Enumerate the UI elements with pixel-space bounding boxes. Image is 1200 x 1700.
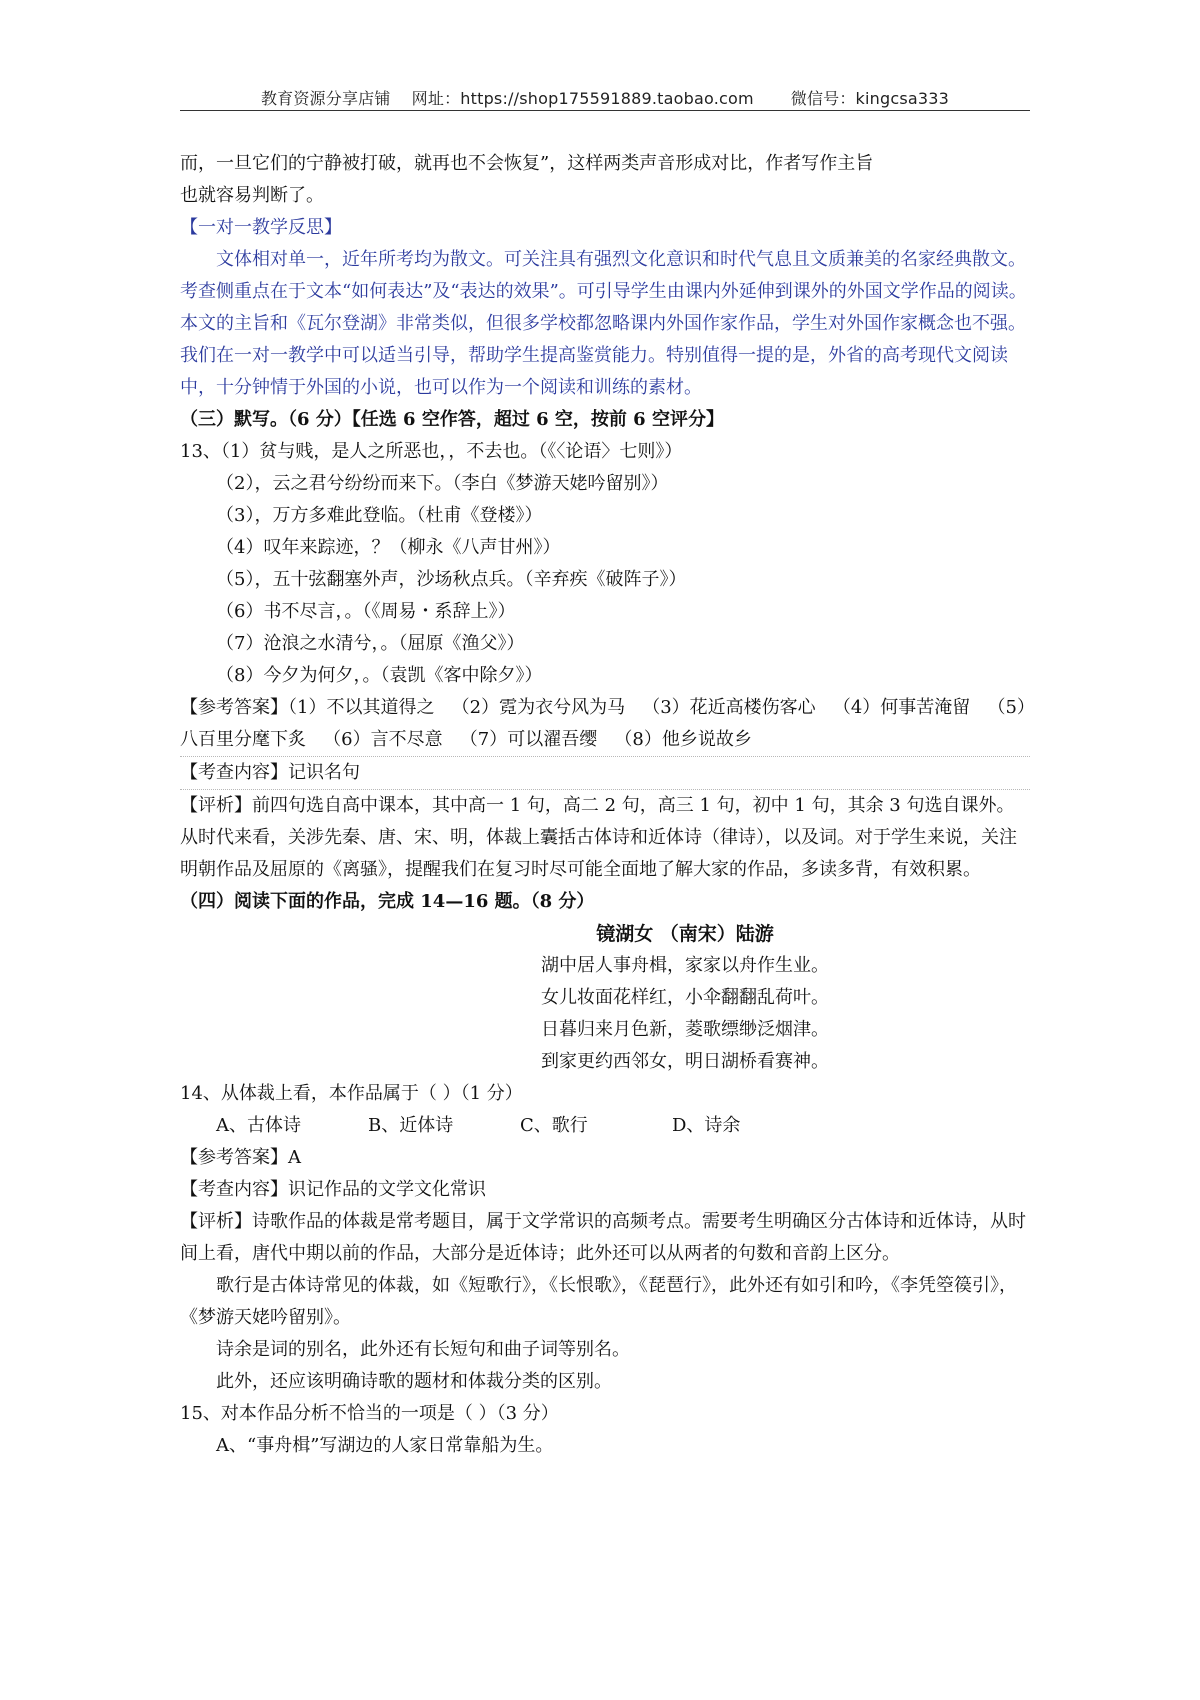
q13-item-7: （7）沧浪之水清兮，。（屈原《渔父》） [216,633,525,654]
q14-content [180,1174,1030,1206]
poem-line-2: 女儿妆面花样红，小伞翻翻乱荷叶。 [541,987,829,1008]
intro-line-1: 而，一旦它们的宁静被打破，就再也不会恢复”，这样两类声音形成对比，作者写作主旨 [180,153,874,174]
q13-item-3: （3），万方多难此登临。（杜甫《登楼》） [216,505,543,526]
q13-item-5: （5），五十弦翻塞外声，沙场秋点兵。（辛弃疾《破阵子》） [216,569,687,590]
reflection-heading: 【一对一教学反思】 [180,217,342,238]
q13-answer [180,692,1030,757]
q14-content-label: 【考查内容】 [180,1179,288,1200]
q14-options [180,1110,1030,1142]
q14-option-b: B、近体诗 [368,1115,454,1136]
q15-question: 15、对本作品分析不恰当的一项是（ ）（3 分） [180,1403,559,1424]
q14-answer [180,1142,1030,1174]
q14-option-a: A、古体诗 [216,1115,301,1136]
q14-option-d: D、诗余 [672,1115,741,1136]
q15-option-a: A、“事舟楫”写湖边的人家日常靠船为生。 [216,1435,554,1456]
document-page [180,0,1030,1700]
q13-item-4: （4）叹年来踪迹，？（柳永《八声甘州》） [216,537,561,558]
q14-content-text: 识记作品的文学文化常识 [288,1179,486,1200]
page-header: 教育资源分享店铺 网址：https://shop175591889.taobao.com 微信号：kingcsa333 [260,89,950,108]
q14-question: 14、从体裁上看，本作品属于（ ）（1 分） [180,1083,523,1104]
section3-heading: （三）默写。（6 分）【任选 6 空作答，超过 6 空，按前 6 空评分】 [180,409,724,430]
intro-line-2: 也就容易判断了。 [180,185,324,206]
q13-content [180,757,1030,790]
q14-answer-text: A [288,1147,301,1168]
poem-title: 镜湖女 （南宋）陆游 [596,923,774,945]
q13-item-1: 13、（1）贫与贱，是人之所恶也，，不去也。（《〈论语〉七则》） [180,441,683,462]
q14-analysis [180,1206,1030,1270]
q13-analysis-label: 【评析】 [180,795,252,816]
q13-content-text: 记识名句 [288,762,360,783]
q14-para-3: 诗余是词的别名，此外还有长短句和曲子词等别名。 [216,1339,630,1360]
poem-line-3: 日暮归来月色新，菱歌缥缈泛烟津。 [541,1019,829,1040]
q14-analysis-text: 诗歌作品的体裁是常考题目，属于文学常识的高频考点。需要考生明确区分古体诗和近体诗，从时间上看，唐代中期以前的作品，大部分是近体诗；此外还可以从两者的句数和音韵上区分。 [180,1211,1026,1264]
q13-item-2: （2），云之君兮纷纷而来下。（李白《梦游天姥吟留别》） [216,473,669,494]
q13-answer-text: （1）不以其道得之 （2）霓为衣兮风为马 （3）花近高楼伤客心 （4）何事苦淹留 （5）八百里分麾下炙 （6）言不尽意 （7）可以濯吾缨 （8）他乡说故乡 [180,697,1026,750]
q14-analysis-label: 【评析】 [180,1211,252,1232]
poem-line-1: 湖中居人事舟楫，家家以舟作生业。 [541,955,829,976]
header-divider [180,110,1030,111]
q13-analysis-text: 前四句选自高中课本，其中高一 1 句，高二 2 句，高三 1 句，初中 1 句，其余 3 句选自课外。从时代来看，关涉先秦、唐、宋、明，体裁上囊括古体诗和近体诗（律诗），以及词。对于学生来说，关注明朝作品及屈原的《离骚》，提醒我们在复习时尽可能全面地了解大家的作品，多读多背，有效积累。 [180,795,1017,880]
reflection-body: 文体相对单一，近年所考均为散文。可关注具有强烈文化意识和时代气息且文质兼美的名家经典散文。考查侧重点在于文本“如何表达”及“表达的效果”。可引导学生由课内外延伸到课外的外国文学作品的阅读。本文的主旨和《瓦尔登湖》非常类似，但很多学校都忽略课内外国作家作品，学生对外国作家概念也不强。我们在一对一教学中可以适当引导，帮助学生提高鉴赏能力。特别值得一提的是，外省的高考现代文阅读中，十分钟情于外国的小说，也可以作为一个阅读和训练的素材。 [180,249,1027,398]
document-body [180,148,1030,1462]
q14-para-2: 歌行是古体诗常见的体裁，如《短歌行》，《长恨歌》，《琵琶行》，此外还有如引和吟，《李凭箜篌引》，《梦游天姥吟留别》。 [180,1275,1017,1328]
q13-content-label: 【考查内容】 [180,762,288,783]
q13-item-6: （6）书不尽言，。（《周易・系辞上》） [216,601,516,622]
poem-line-4: 到家更约西邻女，明日湖桥看赛神。 [541,1051,829,1072]
q14-option-c: C、歌行 [520,1115,588,1136]
q13-answer-label: 【参考答案】 [180,697,288,718]
q13-item-8: （8）今夕为何夕，。（袁凯《客中除夕》） [216,665,543,686]
q14-answer-label: 【参考答案】 [180,1147,288,1168]
q13-analysis [180,790,1030,886]
section4-heading: （四）阅读下面的作品，完成 14—16 题。（8 分） [180,891,595,912]
q14-para-4: 此外，还应该明确诗歌的题材和体裁分类的区别。 [216,1371,612,1392]
